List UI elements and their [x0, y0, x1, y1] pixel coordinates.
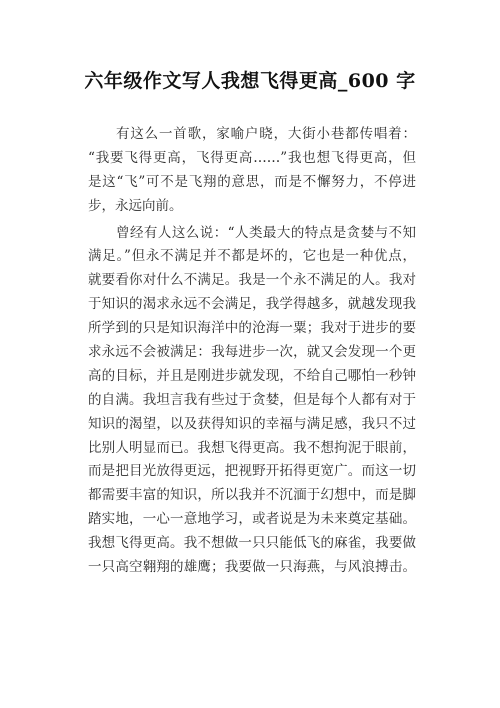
paragraph-1-line-4: 步，永远向前。	[88, 197, 183, 214]
paragraph-2-line-6: 求永远不会被满足：我每进步一次，就又会发现一个更	[88, 344, 416, 361]
document-body	[88, 123, 416, 580]
paragraph-2-line-4: 于知识的渴求永远不会满足，我学得越多，就越发现我	[88, 296, 416, 313]
paragraph-2-line-10: 比别人明显而已。我想飞得更高。我不想拘泥于眼前，	[88, 439, 416, 456]
paragraph-2-line-11: 而是把目光放得更远，把视野开拓得更宽广。而这一切	[88, 463, 416, 480]
paragraph-2-line-15: 一只高空翱翔的雄鹰；我要做一只海燕，与风浪搏击。	[88, 559, 416, 576]
paragraph-1-line-3: 是这“飞”可不是飞翔的意思，而是不懈努力，不停进	[88, 173, 416, 190]
document-title: 六年级作文写人我想飞得更高_600 字	[84, 70, 416, 92]
paragraph-2-line-2: 满足。”但永不满足并不都是坏的，它也是一种优点，	[88, 248, 416, 265]
paragraph-2-line-12: 都需要丰富的知识，所以我并不沉湎于幻想中，而是脚	[88, 487, 416, 504]
paragraph-2-line-14: 我想飞得更高。我不想做一只只能低飞的麻雀，我要做	[88, 535, 416, 552]
paragraph-2-line-1: 曾经有人这么说：“人类最大的特点是贪婪与不知	[116, 224, 416, 241]
paragraph-2-line-5: 所学到的只是知识海洋中的沧海一粟；我对于进步的要	[88, 320, 416, 337]
paragraph-2-line-3: 就要看你对什么不满足。我是一个永不满足的人。我对	[88, 272, 416, 289]
paragraph-2-line-7: 高的目标，并且是刚进步就发现，不给自己哪怕一秒钟	[88, 367, 416, 384]
paragraph-2-line-9: 知识的渴望，以及获得知识的幸福与满足感，我只不过	[88, 415, 416, 432]
paragraph-1-line-1: 有这么一首歌，家喻户晓，大街小巷都传唱着：	[116, 126, 416, 142]
paragraph-2-line-8: 的自满。我坦言我有些过于贪婪，但是每个人都有对于	[88, 391, 416, 408]
paragraph-1-line-2: “我要飞得更高，飞得更高……”我也想飞得更高，但	[88, 149, 416, 166]
paragraph-2-line-13: 踏实地，一心一意地学习，或者说是为未来奠定基础。	[88, 511, 416, 528]
